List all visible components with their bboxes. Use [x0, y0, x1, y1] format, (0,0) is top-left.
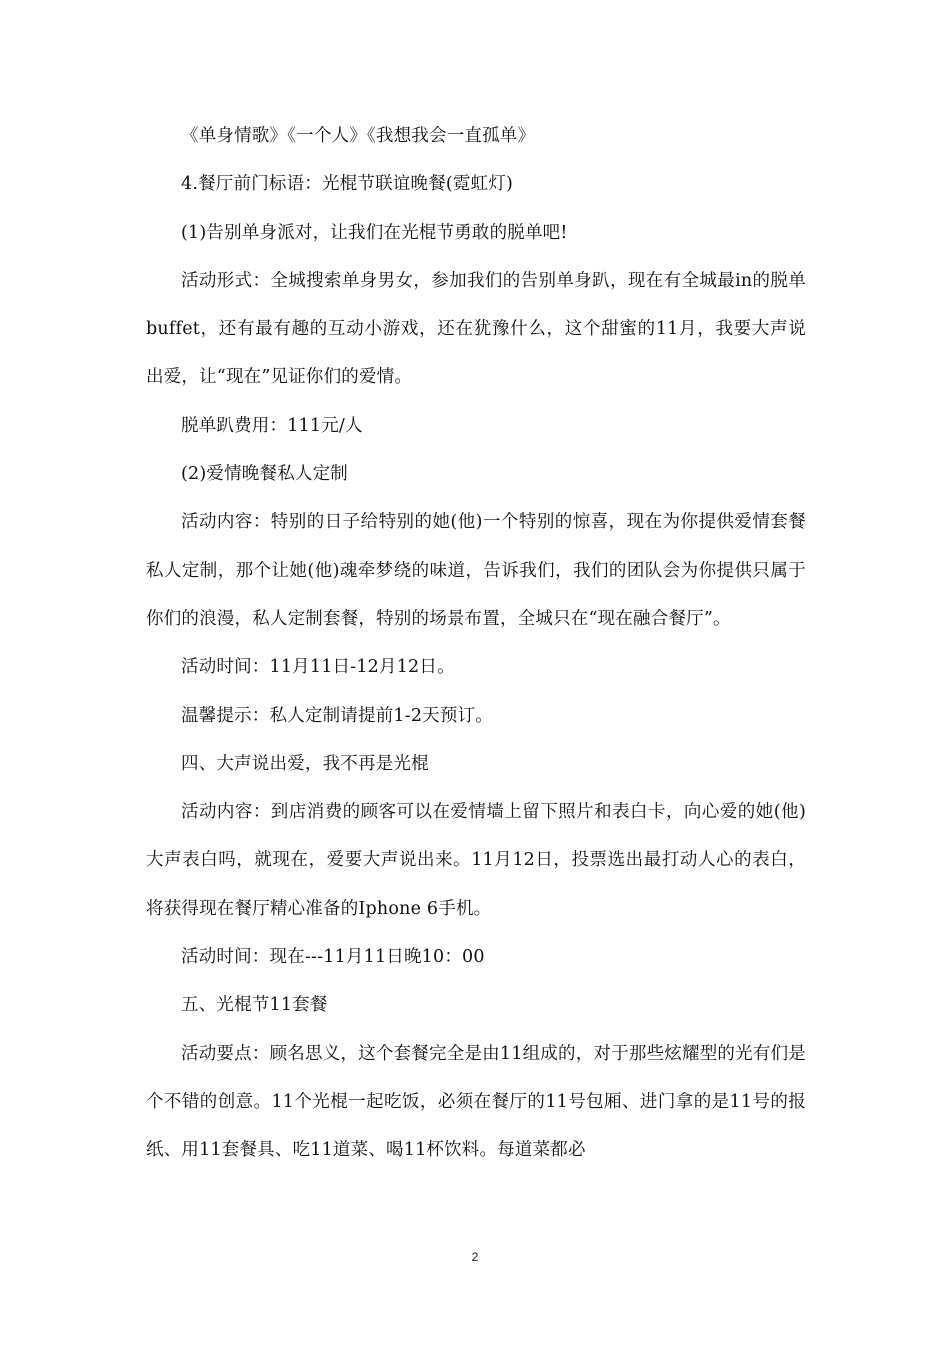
paragraph-reminder: 温馨提示：私人定制请提前1-2天预订。 — [181, 705, 493, 726]
paragraph-section-four-heading: 四、大声说出爱，我不再是光棍 — [181, 753, 429, 774]
paragraph-private-dinner-content: 活动内容：特别的日子给特别的她(他)一个特别的惊喜，现在为你提供爱情套餐私人定制，那个让她(他)魂牵梦绕的味道，告诉我们，我们的团队会为你提供只属于你们的浪漫，私人定制套餐，特别的场景布置，全城只在“现在融合餐厅”。 — [146, 512, 806, 629]
paragraph-love-wall-content: 活动内容：到店消费的顾客可以在爱情墙上留下照片和表白卡，向心爱的她(他)大声表白吗，就现在，爱要大声说出来。11月12日，投票选出最打动人心的表白，将获得现在餐厅精心准备的Iphone 6手机。 — [146, 802, 806, 919]
paragraph-activity-time-1: 活动时间：11月11日-12月12日。 — [181, 657, 455, 678]
paragraph-activity-form: 活动形式：全城搜索单身男女，参加我们的告别单身趴，现在有全城最in的脱单buffet，还有最有趣的互动小游戏，还在犹豫什么，这个甜蜜的11月，我要大声说出爱，让“现在”见证你们的爱情。 — [146, 270, 806, 388]
paragraph-set-meal-points: 活动要点：顾名思义，这个套餐完全是由11组成的，对于那些炫耀型的光有们是个不错的创意。11个光棍一起吃饭，必须在餐厅的11号包厢、进门拿的是11号的报纸、用11套餐具、吃11道菜、喝11杯饮料。每道菜都必 — [146, 1043, 806, 1161]
paragraph-section-five-heading: 五、光棍节11套餐 — [181, 995, 328, 1016]
paragraph-activity-time-2: 活动时间：现在---11月11日晚10：00 — [181, 947, 485, 968]
document-body — [146, 112, 806, 1175]
paragraph-farewell-singles-party: (1)告别单身派对，让我们在光棍节勇敢的脱单吧! — [181, 222, 568, 243]
paragraph-song-titles: 《单身情歌》《一个人》《我想我会一直孤单》 — [181, 126, 536, 146]
paragraph-front-door-slogan: 4.餐厅前门标语：光棍节联谊晚餐(霓虹灯) — [181, 174, 514, 195]
paragraph-party-fee: 脱单趴费用：111元/人 — [181, 415, 363, 436]
paragraph-private-dinner: (2)爱情晚餐私人定制 — [181, 464, 348, 485]
page-number: 2 — [471, 1250, 479, 1264]
